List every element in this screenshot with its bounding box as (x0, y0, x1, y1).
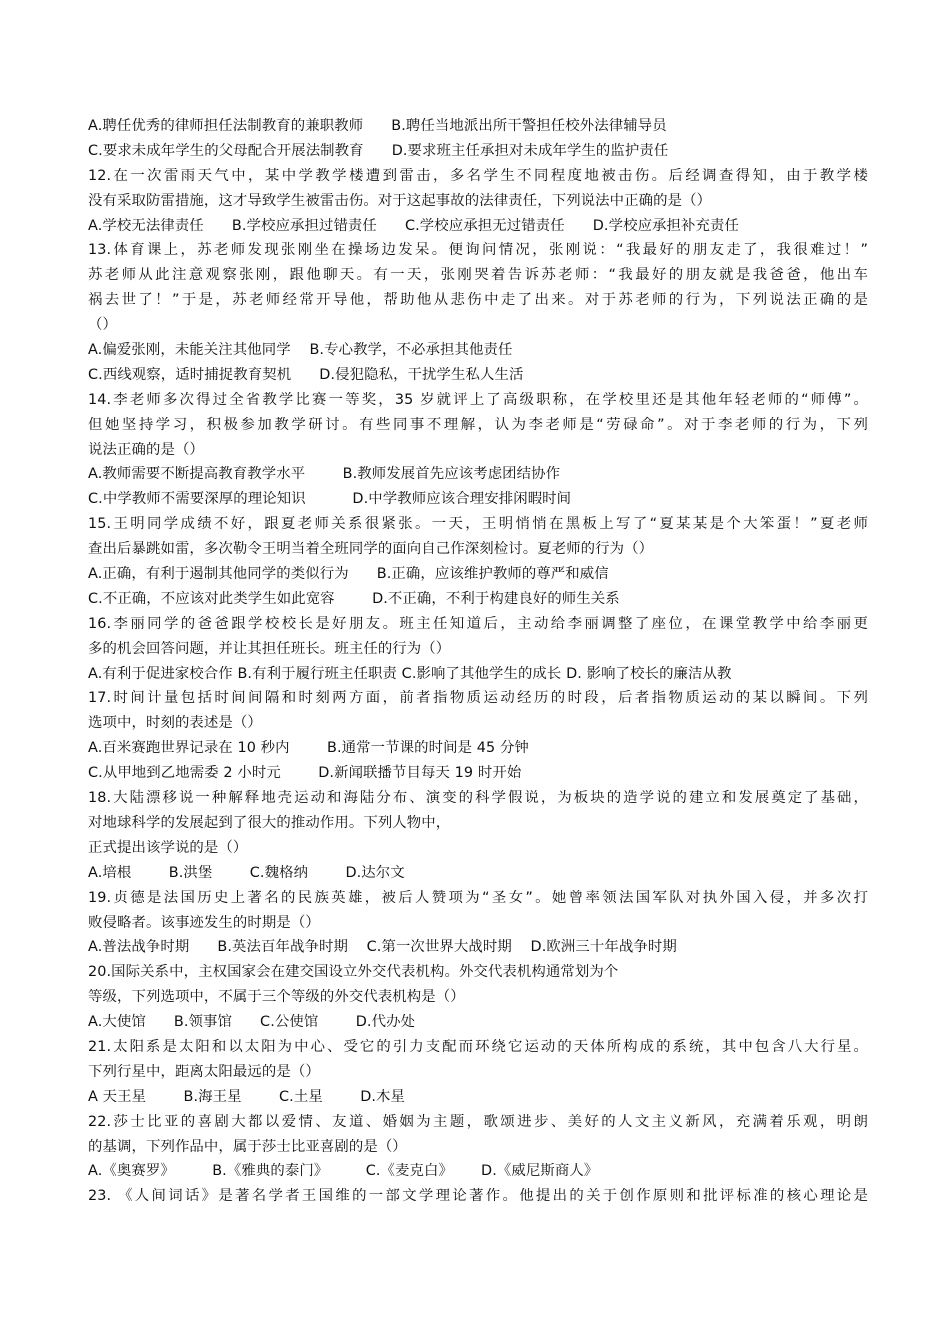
question-text-line: 21.太阳系是太阳和以太阳为中心、受它的引力支配而环绕它运动的天体所构成的系统，其中包含八大行星。 (88, 1038, 868, 1055)
answer-options-line: A.聘任优秀的律师担任法制教育的兼职教师 B.聘任当地派出所干警担任校外法律辅导员 (88, 118, 667, 134)
answer-options-line: C.从甲地到乙地需委 2 小时元 D.新闻联播节目每天 19 时开始 (88, 765, 522, 782)
answer-options-line: C.不正确，不应该对此类学生如此宽容 D.不正确，不利于构建良好的师生关系 (88, 590, 620, 607)
question-text-line: 说法正确的是（） (88, 441, 204, 458)
question-text-line: 19.贞德是法国历史上著名的民族英雄，被后人赞项为“圣女”。她曾率领法国军队对执外国入侵，并多次打 (88, 889, 868, 906)
answer-options-line: A.普法战争时期 B.英法百年战争时期 C.第一次世界大战时期 D.欧洲三十年战争时期 (88, 939, 677, 956)
question-text-line: 的基调，下列作品中，属于莎士比亚喜剧的是（） (88, 1138, 407, 1155)
question-text-line: 选项中，时刻的表述是（） (88, 715, 262, 732)
question-text-line: 没有采取防雷措施，这才导致学生被雷击伤。对于这起事故的法律责任，下列说法中正确的是（） (88, 192, 712, 209)
answer-options-line: A.学校无法律责任 B.学校应承担过错责任 C.学校应承担无过错责任 D.学校应承担补充责任 (88, 217, 740, 234)
answer-options-line: C.西线观察，适时捕捉教育契机 D.侵犯隐私，干扰学生私人生活 (88, 366, 524, 383)
answer-options-line: A.教师需要不断提高教育教学水平 B.教师发展首先应该考虑团结协作 (88, 466, 561, 483)
question-text-line: 败侵略者。该事迹发生的时期是（） (88, 914, 320, 931)
question-text-line: 14.李老师多次得过全省教学比赛一等奖，35 岁就评上了高级职称，在学校里还是其他年轻老师的“师傅”。 (88, 391, 868, 408)
answer-options-line: A.百米赛跑世界记录在 10 秒内 B.通常一节课的时间是 45 分钟 (88, 740, 529, 757)
question-text-line: （） (88, 317, 117, 334)
question-text-line: 18.大陆漂移说一种解释地壳运动和海陆分布、演变的科学假说，为板块的造学说的建立和发展奠定了基础， (88, 790, 868, 807)
answer-options-line: A.正确，有利于遏制其他同学的类似行为 B.正确，应该维护教师的尊严和威信 (88, 566, 609, 583)
question-text-line: 12.在一次雷雨天气中，某中学教学楼遭到雷击，多名学生不同程度地被击伤。后经调查得知，由于教学楼 (88, 167, 868, 184)
question-text-line: 16.李丽同学的爸爸跟学校校长是好朋友。班主任知道后，主动给李丽调整了座位，在课堂教学中给李丽更 (88, 615, 868, 632)
answer-options-line: A.《奥赛罗》 B.《雅典的泰门》 C.《麦克白》 D.《威尼斯商人》 (88, 1163, 599, 1180)
answer-options-line: A.大使馆 B.领事馆 C.公使馆 D.代办处 (88, 1014, 416, 1031)
question-text-line: 20.国际关系中，主权国家会在建交国设立外交代表机构。外交代表机构通常划为个 (88, 964, 619, 981)
question-text-line: 23. 《人间词话》是著名学者王国维的一部文学理论著作。他提出的关于创作原则和批评标准的核心理论是 (88, 1188, 868, 1205)
question-text-line: 祸去世了！”于是，苏老师经常开导他，帮助他从悲伤中走了出来。对于苏老师的行为，下列说法正确的是 (88, 292, 868, 309)
question-text-line: 苏老师从此注意观察张刚，跟他聊天。有一天，张刚哭着告诉苏老师：“我最好的朋友就是我爸爸，他出车 (88, 267, 868, 284)
document-page (88, 114, 868, 1209)
question-text-line: 17.时间计量包括时间间隔和时刻两方面，前者指物质运动经历的时段，后者指物质运动的某以瞬间。下列 (88, 690, 868, 707)
answer-options-line: A.有利于促进家校合作 B.有利于履行班主任职责 C.影响了其他学生的成长 D. 影响了校长的廉洁从教 (88, 665, 732, 682)
question-text-line: 多的机会回答问题，并让其担任班长。班主任的行为（） (88, 640, 451, 657)
question-text-line: 15.王明同学成绩不好，跟夏老师关系很紧张。一天，王明悄悄在黑板上写了“夏某某是个大笨蛋！”夏老师 (88, 516, 868, 533)
answer-options-line: A.培根 B.洪堡 C.魏格纳 D.达尔文 (88, 864, 405, 881)
question-text-line: 正式提出该学说的是（） (88, 839, 248, 856)
question-text-line: 13.体育课上，苏老师发现张刚坐在操场边发呆。便询问情况，张刚说：“我最好的朋友走了，我很难过！” (88, 242, 868, 259)
question-text-line: 等级，下列选项中，不属于三个等级的外交代表机构是（） (88, 989, 465, 1006)
answer-options-line: A 天王星 B.海王星 C.土星 D.木星 (88, 1088, 406, 1105)
question-text-line: 对地球科学的发展起到了很大的推动作用。下列人物中， (88, 814, 451, 831)
answer-options-line: A.偏爱张刚，未能关注其他同学 B.专心教学，不必承担其他责任 (88, 342, 513, 359)
question-text-line: 查出后暴跳如雷，多次勒令王明当着全班同学的面向自己作深刻检讨。夏老师的行为（） (88, 541, 654, 558)
question-text-line: 下列行星中，距离太阳最远的是（） (88, 1063, 320, 1080)
question-text-line: 22.莎士比亚的喜剧大都以爱情、友道、婚姻为主题，歌颂进步、美好的人文主义新风，充满着乐观，明朗 (88, 1113, 868, 1130)
answer-options-line: C.要求未成年学生的父母配合开展法制教育 D.要求班主任承担对未成年学生的监护责任 (88, 142, 669, 159)
question-text-line: 但她坚持学习，积极参加教学研讨。有些同事不理解，认为李老师是“劳碌命”。对于李老师的行为，下列 (88, 416, 868, 433)
answer-options-line: C.中学教师不需要深厚的理论知识 D.中学教师应该合理安排闲暇时间 (88, 491, 572, 508)
